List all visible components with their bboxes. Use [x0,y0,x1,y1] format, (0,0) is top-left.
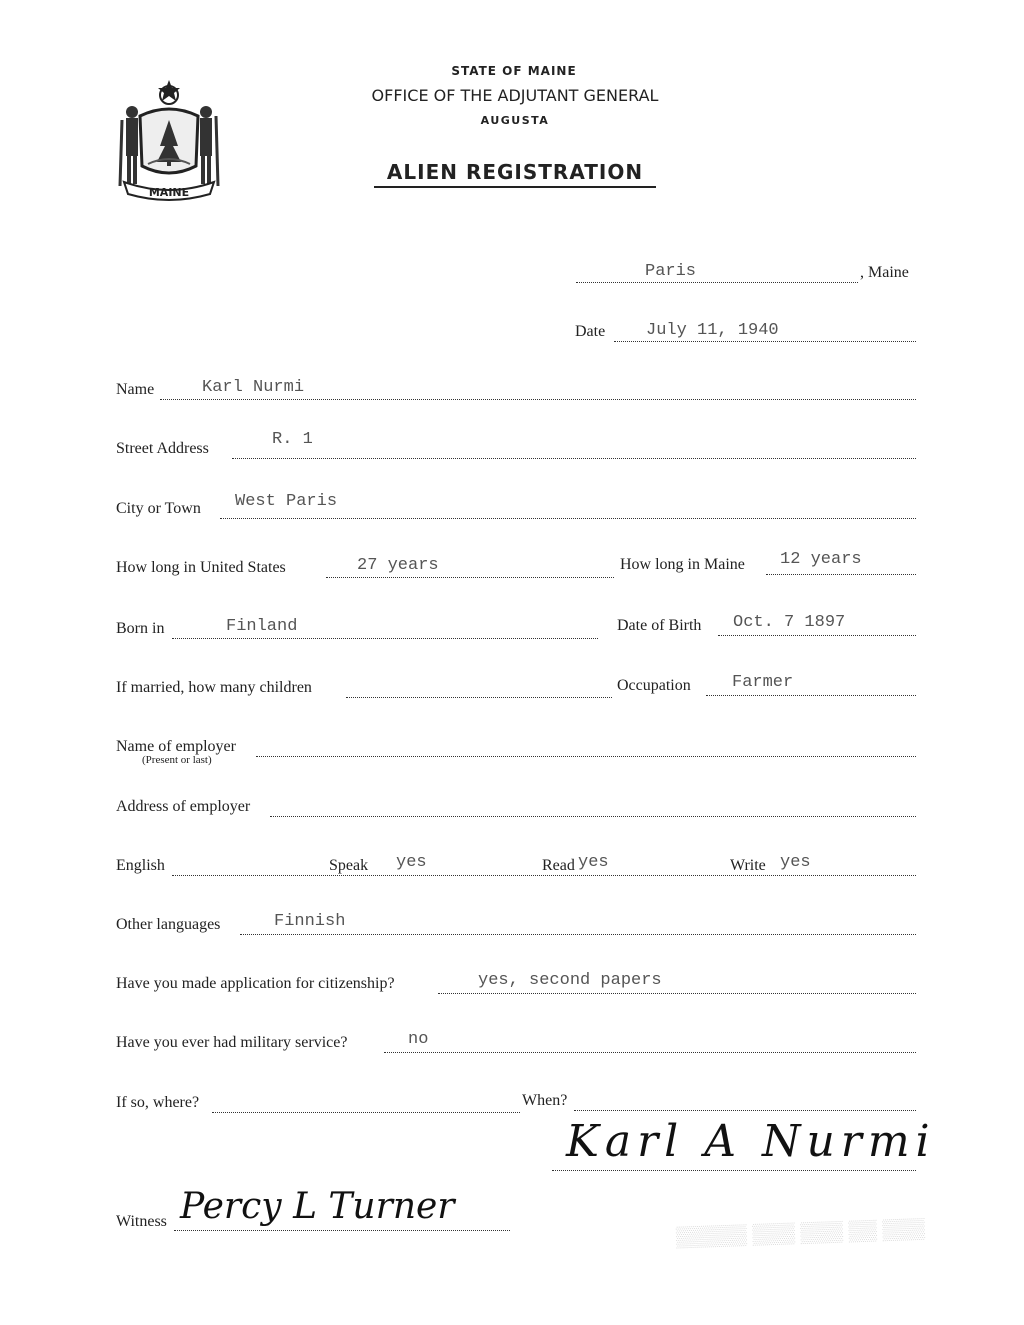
military-label: Have you ever had military service? [116,1034,348,1051]
when-line [574,1110,916,1111]
employer-address-line [270,816,916,817]
dob-value: Oct. 7 1897 [733,613,846,632]
born-label: Born in [116,620,165,637]
speak-label: Speak [329,857,369,874]
employer-label: Name of employer [116,738,236,755]
speak-value: yes [396,853,427,872]
page-title: ALIEN REGISTRATION [374,160,656,188]
date-line [614,341,916,342]
occupation-label: Occupation [617,677,691,694]
place-line [576,282,858,283]
other-languages-value: Finnish [274,912,346,931]
military-line [384,1052,916,1053]
children-line [346,697,612,698]
signature-line [552,1170,916,1171]
place-suffix: , Maine [860,264,909,281]
us-years-label: How long in United States [116,559,286,576]
header-city: AUGUSTA [480,114,550,127]
read-label: Read [542,857,575,874]
other-languages-label: Other languages [116,916,221,933]
born-value: Finland [226,617,298,636]
employer-address-label: Address of employer [116,798,251,815]
date-label: Date [575,323,606,340]
maine-years-label: How long in Maine [620,556,745,573]
city-line [220,518,916,519]
maine-years-line [766,574,916,575]
name-line [160,399,916,400]
english-line [172,875,916,876]
city-label: City or Town [116,500,201,517]
when-label: When? [522,1092,568,1109]
english-label: English [116,857,165,874]
city-value: West Paris [235,492,338,511]
signature-handwriting: Karl A Nurmi [566,1116,936,1167]
maine-state-seal-icon [110,76,228,202]
date-value: July 11, 1940 [646,321,779,340]
header-state: STATE OF MAINE [451,64,577,78]
occupation-line [706,695,916,696]
write-label: Write [730,857,766,874]
us-years-value: 27 years [357,556,439,575]
street-line [232,458,916,459]
where-label: If so, where? [116,1094,200,1111]
witness-label: Witness [116,1213,167,1230]
citizenship-value: yes, second papers [478,971,662,990]
children-label: If married, how many children [116,679,312,696]
born-line [172,638,598,639]
received-stamp-mark: ▒▒▒▒▒ ▒▒▒ ▒▒▒ ▒▒ ▒▒▒ [675,1217,926,1249]
dob-line [718,635,916,636]
write-value: yes [780,853,811,872]
read-value: yes [578,853,609,872]
us-years-line [326,577,614,578]
witness-line [174,1230,510,1231]
witness-handwriting: Percy L Turner [180,1186,455,1227]
where-line [212,1112,520,1113]
other-languages-line [240,934,916,935]
name-label: Name [116,381,155,398]
employer-line [256,756,916,757]
citizenship-label: Have you made application for citizenship? [116,975,395,992]
occupation-value: Farmer [732,673,794,692]
place-value: Paris [645,262,697,281]
employer-note: (Present or last) [142,754,212,766]
seal-banner-text: MAINE [148,186,190,199]
maine-years-value: 12 years [780,550,862,569]
street-label: Street Address [116,440,209,457]
name-value: Karl Nurmi [202,378,305,397]
military-value: no [408,1030,429,1049]
header-office: OFFICE OF THE ADJUTANT GENERAL [371,86,659,105]
citizenship-line [438,993,916,994]
street-value: R. 1 [272,430,313,449]
dob-label: Date of Birth [617,617,702,634]
